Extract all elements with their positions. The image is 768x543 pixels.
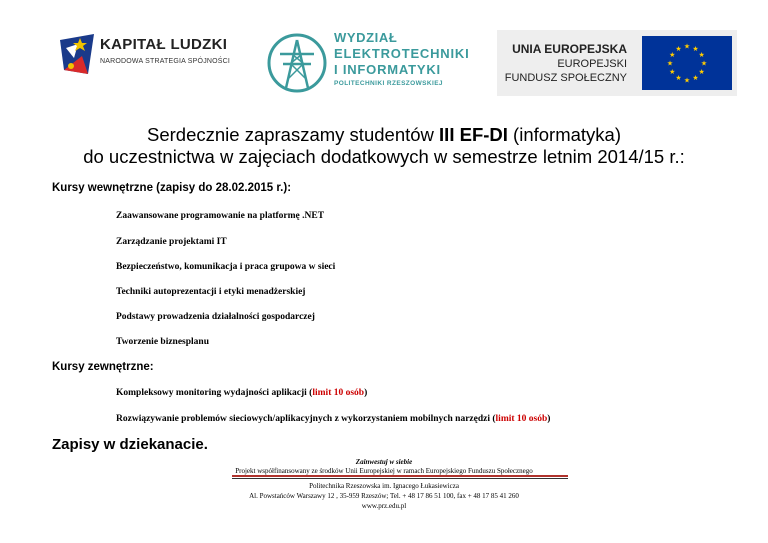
external-course-item	[116, 388, 367, 398]
wydzial-logo	[266, 28, 476, 96]
kapital-ludzki-subtitle: NARODOWA STRATEGIA SPÓJNOŚCI	[100, 58, 231, 65]
eu-star-icon: ★	[698, 52, 705, 59]
eu-star-icon: ★	[698, 69, 705, 76]
footer-website[interactable]: www.prz.edu.pl	[361, 502, 407, 510]
headline-line-1-pre: Serdecznie zapraszamy studentów	[147, 124, 440, 145]
eu-star-icon: ★	[669, 69, 676, 76]
eu-line-2: EUROPEJSKI	[557, 58, 627, 70]
external-course-text: Rozwiązywanie problemów sieciowych/aplikacyjnych z wykorzystaniem mobilnych narzędzi (	[116, 414, 496, 424]
eu-star-icon: ★	[666, 60, 674, 68]
footer-university: Politechnika Rzeszowska im. Ignacego Łukasiewicza	[309, 482, 459, 490]
eu-line-3: FUNDUSZ SPOŁECZNY	[504, 72, 627, 84]
internal-course-item: Zaawansowane programowanie na platformę .NET	[116, 211, 325, 221]
kapital-ludzki-mark-icon	[58, 30, 96, 78]
wydzial-line-3: I INFORMATYKI	[334, 62, 441, 77]
external-courses-heading: Kursy zewnętrzne:	[52, 361, 154, 373]
power-pylon-icon	[266, 32, 328, 94]
eu-star-icon: ★	[675, 45, 682, 53]
limit-note: limit 10 osób	[495, 414, 548, 424]
internal-course-item: Podstawy prowadzenia działalności gospodarczej	[116, 312, 315, 322]
eu-star-icon: ★	[700, 60, 708, 68]
eu-title: UNIA EUROPEJSKA	[512, 42, 627, 56]
wydzial-line-2: ELEKTROTECHNIKI	[334, 46, 470, 61]
footer-cofinance: Projekt współfinansowany ze środków Unii Europejskiej w ramach Europejskiego Funduszu Społecznego	[235, 467, 533, 475]
headline-line-2: do uczestnictwa w zajęciach dodatkowych w semestrze letnim 2014/15 r.:	[83, 146, 685, 167]
enrollment-note: Zapisy w dziekanacie.	[52, 436, 208, 453]
kapital-ludzki-logo	[58, 30, 238, 90]
eu-fund-logo	[497, 30, 737, 96]
internal-course-item: Techniki autoprezentacji i etyki menadżerskiej	[116, 287, 306, 297]
headline	[0, 124, 768, 168]
footer-address: Al. Powstańców Warszawy 12 , 35-959 Rzeszów; Tel. + 48 17 86 51 100, fax + 48 17 85 41 260	[249, 492, 519, 500]
headline-line-1	[0, 124, 768, 146]
footer-motto: Zainwestuj w siebie	[355, 458, 413, 466]
internal-course-item: Tworzenie biznesplanu	[116, 337, 209, 347]
external-course-item	[116, 414, 550, 424]
eu-star-icon: ★	[692, 75, 699, 83]
eu-star-icon: ★	[683, 43, 691, 51]
limit-note: limit 10 osób	[312, 388, 365, 398]
wydzial-line-4: POLITECHNIKI RZESZOWSKIEJ	[334, 80, 443, 87]
external-course-text: Kompleksowy monitoring wydajności aplikacji (	[116, 388, 313, 398]
kapital-ludzki-title: KAPITAŁ LUDZKI	[100, 36, 228, 53]
headline-group: III EF-DI	[439, 124, 508, 145]
internal-course-item: Zarządzanie projektami IT	[116, 237, 227, 247]
footer-divider-thin	[232, 478, 568, 479]
footer-divider	[232, 475, 568, 477]
eu-flag-icon	[642, 36, 732, 90]
headline-line-1-post: (informatyka)	[507, 124, 621, 145]
eu-star-icon: ★	[683, 77, 691, 85]
external-course-close: )	[364, 388, 368, 398]
internal-course-item: Bezpieczeństwo, komunikacja i praca grupowa w sieci	[116, 262, 336, 272]
external-course-close: )	[547, 414, 551, 424]
internal-courses-heading: Kursy wewnętrzne (zapisy do 28.02.2015 r.):	[52, 182, 292, 194]
wydzial-line-1: WYDZIAŁ	[334, 30, 398, 45]
eu-star-icon: ★	[692, 45, 699, 53]
eu-star-icon: ★	[675, 75, 682, 83]
eu-star-icon: ★	[669, 52, 676, 59]
